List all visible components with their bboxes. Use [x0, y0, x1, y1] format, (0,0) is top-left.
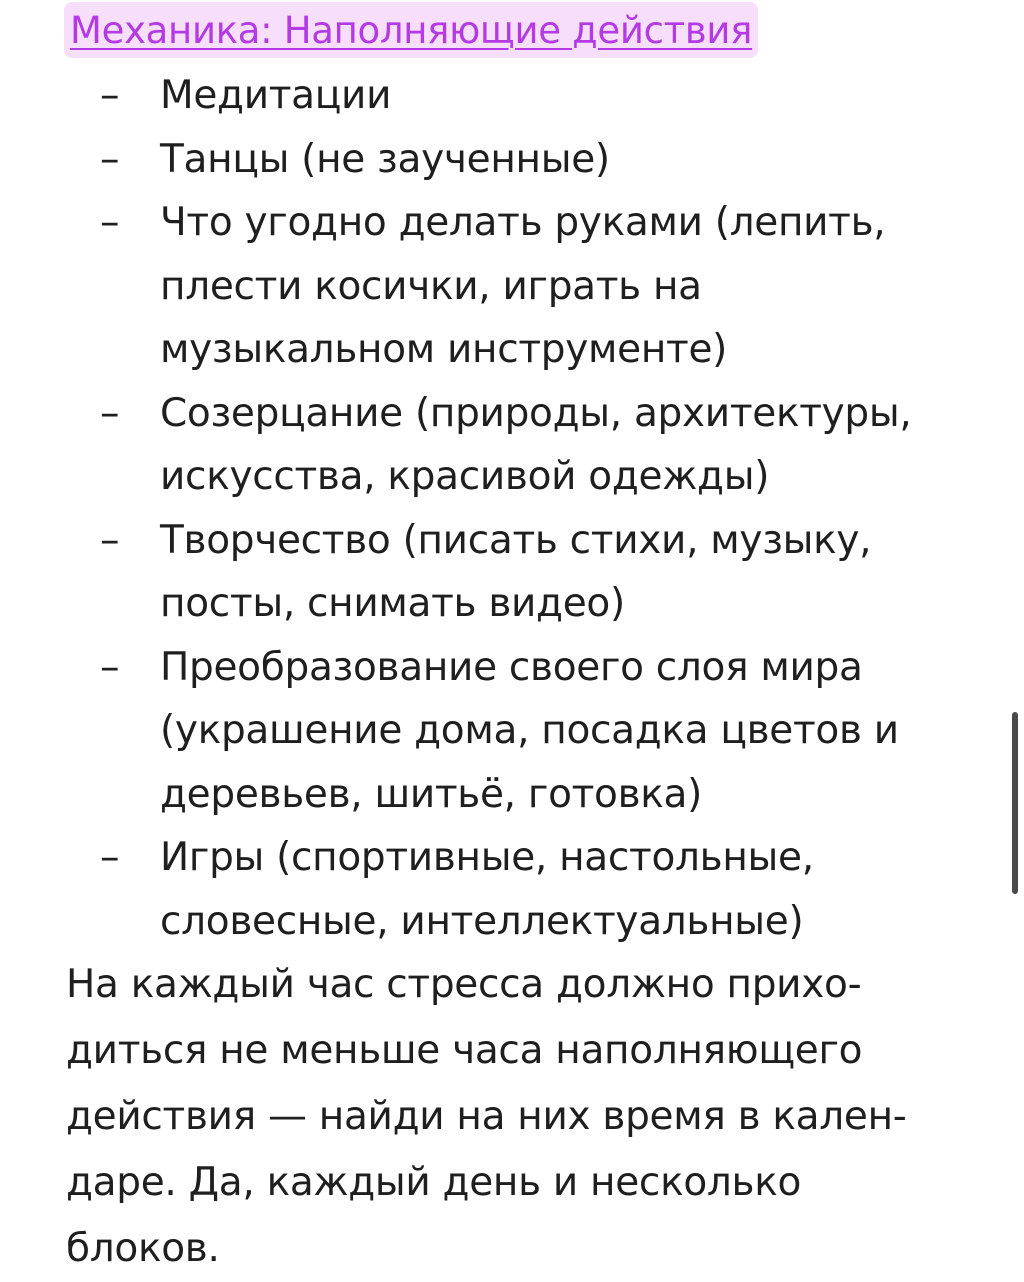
list-dash: – — [100, 644, 120, 690]
list-dash: – — [100, 136, 120, 182]
body-paragraph — [66, 952, 996, 1282]
list-item — [0, 128, 1000, 192]
list-dash: – — [100, 835, 120, 880]
list-item-text: посты, снимать видео) — [160, 581, 625, 626]
list-item-text: искусства, красивой одежды) — [160, 454, 770, 499]
heading-highlight — [64, 2, 758, 58]
list-item-text: Что угодно делать руками (лепить, — [160, 200, 886, 245]
list-item-text: Игры (спортивные, настольные, — [160, 835, 814, 880]
heading-link[interactable]: Механика: Наполняющие действия — [70, 8, 753, 52]
list-dash: – — [100, 517, 120, 563]
list-item-text: плести косички, играть на — [160, 263, 702, 309]
list-item — [0, 382, 1000, 509]
paragraph-line: На каждый час стресса должно прихо- — [66, 962, 862, 1007]
list-item — [0, 826, 1000, 953]
list-item-text: Преобразование своего слоя мира — [160, 644, 863, 690]
paragraph-line: даре. Да, каждый день и несколько — [66, 1160, 802, 1205]
list-item — [0, 191, 1000, 382]
list-item-text: Танцы (не заученные) — [160, 136, 610, 182]
list-item-text: словесные, интеллектуальные) — [160, 898, 804, 944]
scrollbar-thumb[interactable] — [1012, 712, 1018, 894]
list-item-text: Созерцание (природы, архитектуры, — [160, 390, 912, 436]
paragraph-line: диться не меньше часа наполняющего — [66, 1028, 863, 1073]
list-item-text: Творчество (писать стихи, музыку, — [160, 517, 872, 563]
list-dash: – — [100, 200, 120, 245]
list-item-text: (украшение дома, посадка цветов и — [160, 708, 899, 753]
list-item — [0, 636, 1000, 827]
paragraph-line: действия — найди на них время в кален- — [66, 1094, 907, 1139]
list-dash: – — [100, 390, 120, 436]
list-item-text: деревьев, шитьё, готовка) — [160, 771, 703, 817]
activities-list — [0, 64, 1000, 953]
list-item-text: Медитации — [160, 73, 392, 118]
list-item — [0, 64, 1000, 128]
list-item-text: музыкальном инструменте) — [160, 327, 728, 372]
list-dash: – — [100, 73, 120, 118]
paragraph-line: блоков. — [66, 1226, 220, 1271]
list-item — [0, 509, 1000, 636]
